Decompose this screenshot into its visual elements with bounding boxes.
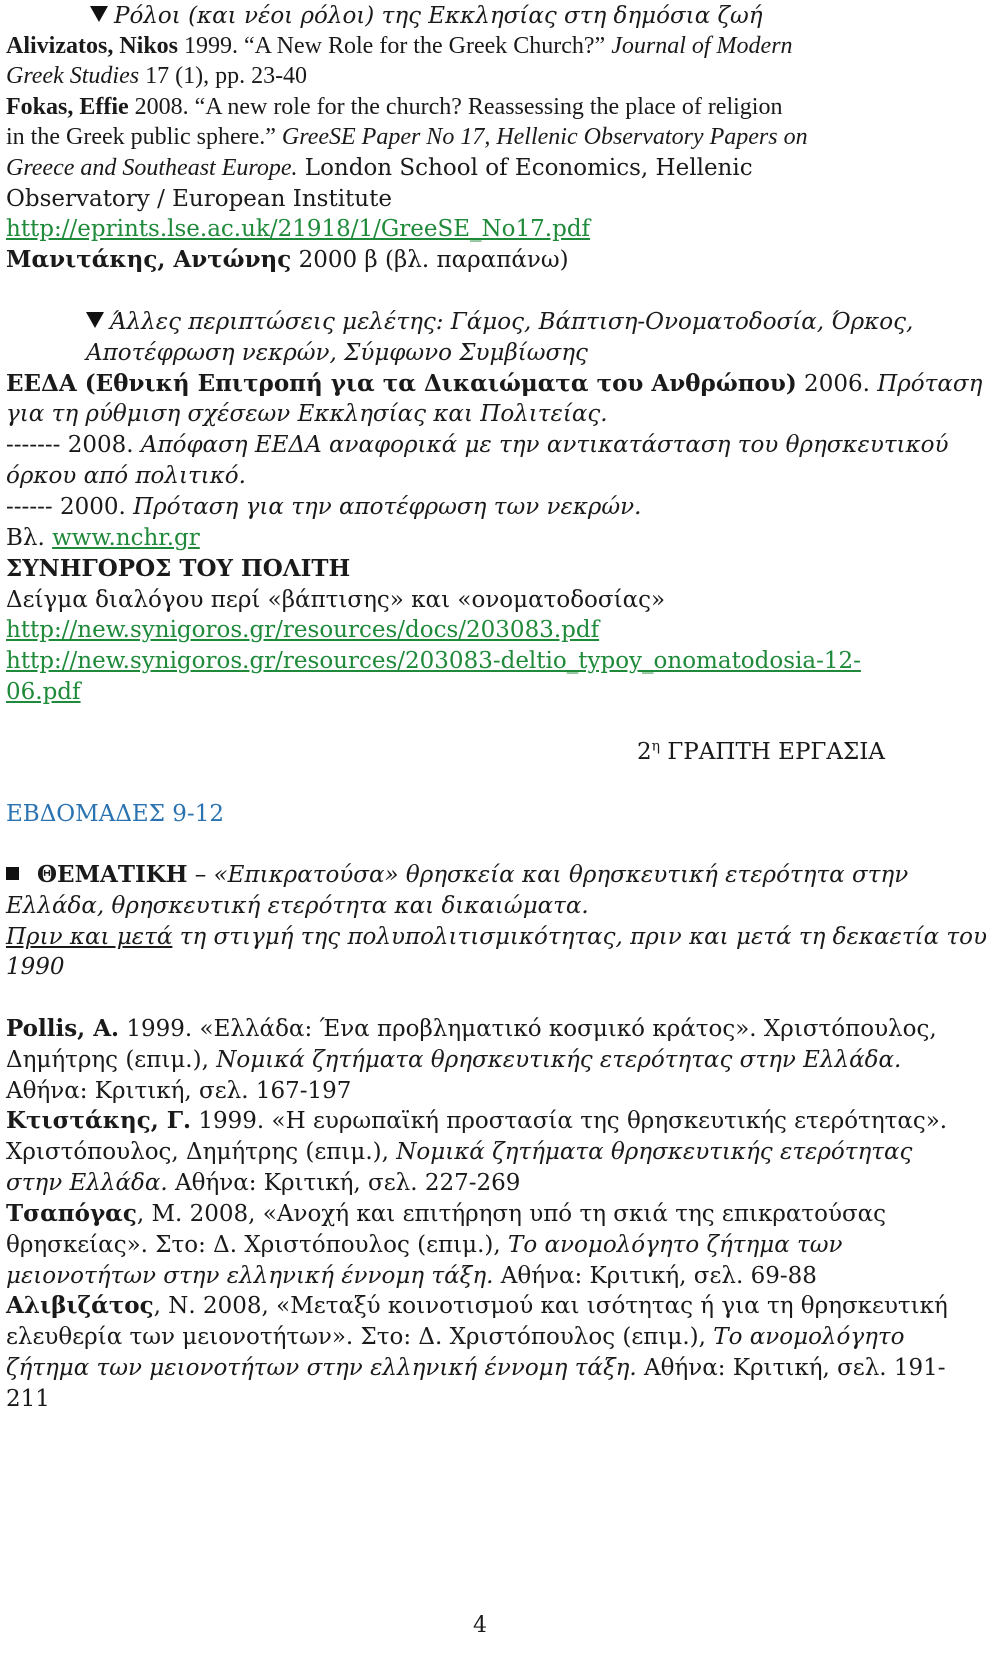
reference-alivizatos-gr: Αλιβιζάτος, Ν. 2008, «Μεταξύ κοινοτισμού και ισότητας ή για τη θρησκευτική bbox=[6, 1292, 948, 1319]
reference-ktistakis-cont-1: Χριστόπουλος, Δημήτρης (επιμ.), Νομικά ζητήματα θρησκευτικής ετερότητας bbox=[6, 1139, 913, 1165]
reference-alivizatos-en-cont: Greek Studies 17 (1), pp. 23-40 bbox=[6, 63, 308, 89]
reference-fokas-cont-2: Greece and Southeast Europe. London School of Economics, Hellenic bbox=[6, 155, 753, 181]
reference-alivizatos-en: Alivizatos, Nikos 1999. “A New Role for the Greek Church?” Journal of Modern bbox=[6, 33, 793, 59]
section-heading-case-studies: Άλλες περιπτώσεις μελέτης: Γάμος, Βάπτιση-Ονοματοδοσία, Όρκος, bbox=[86, 306, 913, 338]
reference-pollis-cont-1: Δημήτρης (επιμ.), Νομικά ζητήματα θρησκευτικής ετερότητας στην Ελλάδα. bbox=[6, 1047, 902, 1073]
theme-title: ΘΕΜΑΤΙΚΗ – «Επικρατούσα» θρησκεία και θρησκευτική ετερότητα στην bbox=[6, 859, 908, 891]
reference-alivizatos-gr-cont-1: ελευθερία των μειονοτήτων». Στο: Δ. Χριστόπουλος (επιμ.), Το ανομολόγητο bbox=[6, 1324, 905, 1350]
triangle-down-icon bbox=[86, 312, 104, 328]
page-number: 4 bbox=[473, 1613, 487, 1638]
reference-alivizatos-gr-cont-3: 211 bbox=[6, 1386, 50, 1412]
reference-pollis-cont-2: Αθήνα: Κριτική, σελ. 167-197 bbox=[6, 1078, 352, 1104]
reference-fokas-cont-3: Observatory / European Institute bbox=[6, 186, 392, 212]
theme-title-cont: Ελλάδα, θρησκευτική ετερότητα και δικαιώματα. bbox=[6, 893, 589, 919]
reference-eeda-2006-cont: για τη ρύθμιση σχέσεων Εκκλησίας και Πολιτείας. bbox=[6, 401, 608, 427]
nchr-link[interactable]: www.nchr.gr bbox=[52, 525, 200, 551]
synigoros-link-2[interactable]: http://new.synigoros.gr/resources/203083-deltio_typoy_onomatodosia-12- bbox=[6, 648, 861, 674]
square-bullet-icon bbox=[6, 867, 19, 880]
theme-subtitle-cont: 1990 bbox=[6, 954, 65, 980]
reference-eeda-2008-cont: όρκου από πολιτικό. bbox=[6, 463, 246, 489]
synigoros-heading: ΣΥΝΗΓΟΡΟΣ ΤΟΥ ΠΟΛΙΤΗ bbox=[6, 555, 351, 582]
reference-eeda-2008: ------- 2008. Απόφαση ΕΕΔΑ αναφορικά με την αντικατάσταση του θρησκευτικού bbox=[6, 432, 949, 458]
reference-alivizatos-gr-cont-2: ζήτημα των μειονοτήτων στην ελληνική έννομη τάξη. Αθήνα: Κριτική, σελ. 191- bbox=[6, 1355, 946, 1381]
section-heading-church-roles: Ρόλοι (και νέοι ρόλοι) της Εκκλησίας στη δημόσια ζωή bbox=[90, 0, 763, 32]
theme-subtitle: Πριν και μετά τη στιγμή της πολυπολιτισμικότητας, πριν και μετά τη δεκαετία του bbox=[6, 924, 987, 950]
fokas-pdf-link[interactable]: http://eprints.lse.ac.uk/21918/1/GreeSE_No17.pdf bbox=[6, 216, 591, 242]
reference-fokas-cont-1: in the Greek public sphere.” GreeSE Paper No 17, Hellenic Observatory Papers on bbox=[6, 124, 808, 150]
reference-tsapogas-cont-2: μειονοτήτων στην ελληνική έννομη τάξη. Αθήνα: Κριτική, σελ. 69-88 bbox=[6, 1263, 817, 1289]
reference-pollis: Pollis, A. 1999. «Ελλάδα: Ένα προβληματικό κοσμικό κράτος». Χριστόπουλος, bbox=[6, 1015, 937, 1042]
reference-tsapogas-cont-1: θρησκείας». Στο: Δ. Χριστόπουλος (επιμ.), Το ανομολόγητο ζήτημα των bbox=[6, 1232, 843, 1258]
reference-eeda-2000: ------ 2000. Πρόταση για την αποτέφρωση των νεκρών. bbox=[6, 494, 642, 520]
reference-eeda-2006: ΕΕΔΑ (Εθνική Επιτροπή για τα Δικαιώματα του Ανθρώπου) 2006. Πρόταση bbox=[6, 370, 983, 397]
reference-ktistakis-cont-2: στην Ελλάδα. Αθήνα: Κριτική, σελ. 227-269 bbox=[6, 1170, 521, 1196]
reference-fokas: Fokas, Effie 2008. “A new role for the church? Reassessing the place of religion bbox=[6, 94, 783, 120]
section-heading-case-studies-cont: Αποτέφρωση νεκρών, Σύμφωνο Συμβίωσης bbox=[86, 340, 588, 366]
reference-ktistakis: Κτιστάκης, Γ. 1999. «Η ευρωπαϊκή προστασία της θρησκευτικής ετερότητας». bbox=[6, 1107, 948, 1134]
assignment-heading: $2^\eta$ ΓΡΑΠΤΗ ΕΡΓΑΣΙΑ bbox=[637, 738, 885, 765]
reference-tsapogas: Τσαπόγας, Μ. 2008, «Ανοχή και επιτήρηση υπό τη σκιά της επικρατούσας bbox=[6, 1200, 887, 1227]
weeks-heading: ΕΒΔΟΜΑΔΕΣ 9-12 bbox=[6, 801, 224, 827]
see-nchr: Βλ. www.nchr.gr bbox=[6, 525, 200, 551]
synigoros-link-2-cont[interactable]: 06.pdf bbox=[6, 679, 81, 705]
synigoros-description: Δείγμα διαλόγου περί «βάπτισης» και «ονοματοδοσίας» bbox=[6, 587, 666, 613]
reference-manitakis: Μανιτάκης, Αντώνης 2000 β (βλ. παραπάνω) bbox=[6, 246, 569, 273]
triangle-down-icon bbox=[90, 6, 108, 22]
synigoros-link-1[interactable]: http://new.synigoros.gr/resources/docs/203083.pdf bbox=[6, 617, 600, 643]
